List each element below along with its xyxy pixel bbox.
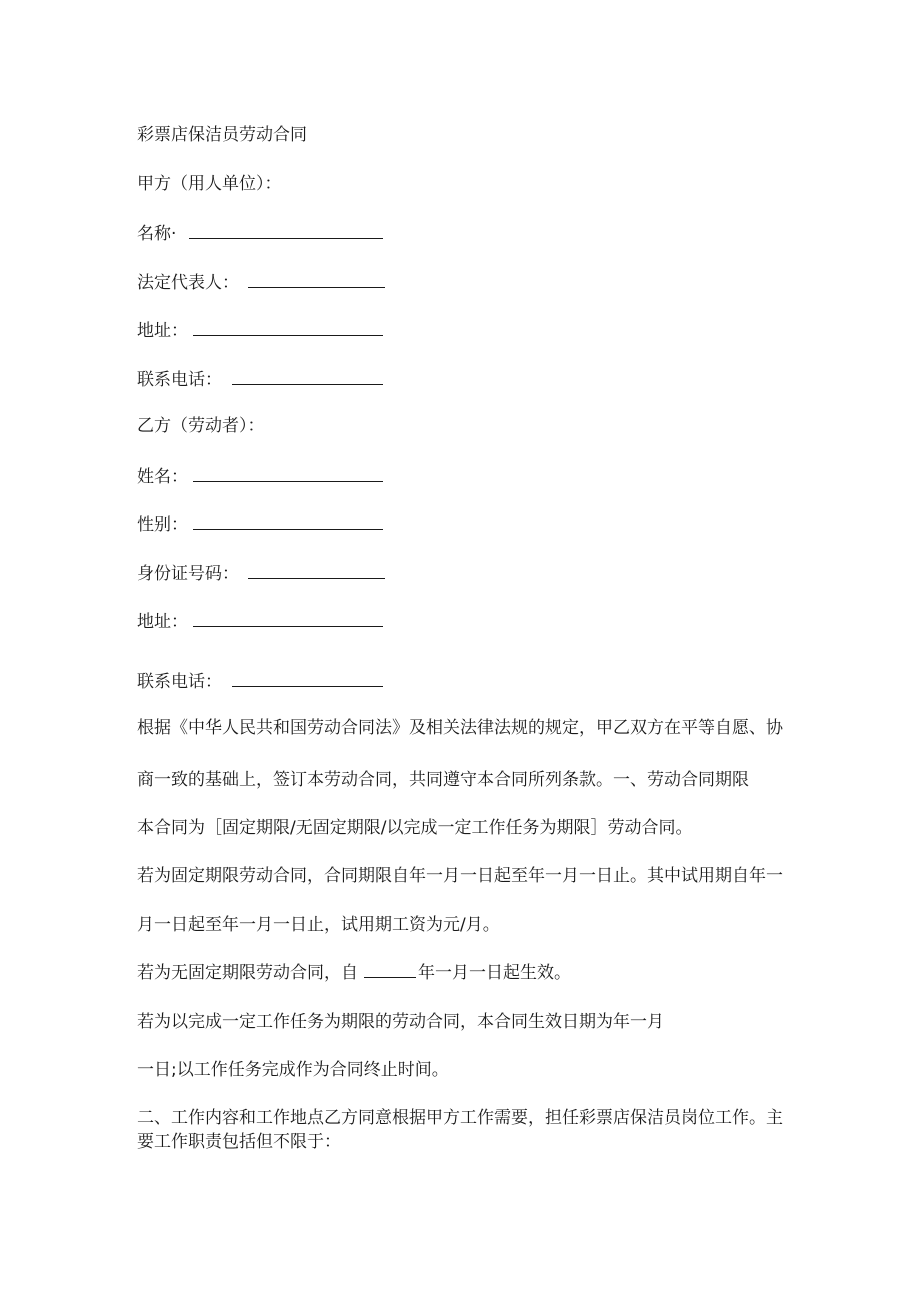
contract-type-clause: 本合同为［固定期限/无固定期限/以完成一定工作任务为期限］劳动合同。: [137, 818, 693, 838]
open-term-suffix: 年一月一日起生效。: [418, 963, 571, 983]
party-b-address-label: 地址：: [137, 612, 188, 632]
fixed-term-line-2: 月一日起至年一月一日止，试用期工资为元/月。: [137, 915, 500, 935]
party-b-id-label: 身份证号码：: [137, 564, 239, 584]
task-term-line-1: 若为以完成一定工作任务为期限的劳动合同，本合同生效日期为年一月: [137, 1012, 664, 1032]
open-term-clause: [137, 961, 571, 985]
party-b-name-label: 姓名：: [137, 467, 188, 487]
party-b-address-blank: [193, 608, 383, 627]
party-b-phone-field: [137, 668, 383, 694]
intro-line-1: 根据《中华人民共和国劳动合同法》及相关法律法规的规定，甲乙双方在平等自愿、协: [137, 718, 783, 738]
party-b-id-blank: [248, 560, 385, 579]
task-term-line-2: 一日;以工作任务完成作为合同终止时间。: [137, 1060, 449, 1080]
party-a-rep-field: [137, 269, 385, 295]
fixed-term-line-1: 若为固定期限劳动合同，合同期限自年一月一日起至年一月一日止。其中试用期自年一: [137, 866, 783, 886]
party-a-phone-field: [137, 366, 383, 392]
intro-line-2: 商一致的基础上，签订本劳动合同，共同遵守本合同所列条款。一、劳动合同期限: [137, 770, 749, 790]
party-a-address-label: 地址：: [137, 321, 188, 341]
open-term-prefix: 若为无固定期限劳动合同，自: [137, 963, 358, 983]
party-a-address-field: [137, 317, 383, 343]
party-b-gender-field: [137, 511, 383, 537]
party-b-name-field: [137, 463, 383, 489]
party-b-address-field: [137, 608, 383, 634]
party-a-phone-blank: [232, 366, 383, 385]
party-a-rep-label: 法定代表人：: [137, 273, 239, 293]
party-b-gender-label: 性别：: [137, 515, 188, 535]
open-term-year-blank: [364, 961, 416, 978]
party-a-name-label: 名称·: [137, 224, 177, 244]
party-b-gender-blank: [193, 511, 383, 530]
party-b-phone-label: 联系电话：: [137, 672, 222, 692]
party-b-name-blank: [193, 463, 383, 482]
party-a-heading: 甲方（用人单位）：: [137, 174, 282, 194]
party-a-phone-label: 联系电话：: [137, 370, 222, 390]
section-2-paragraph: 二、工作内容和工作地点乙方同意根据甲方工作需要，担任彩票店保洁员岗位工作。主要工作职责包括但不限于：: [137, 1108, 783, 1152]
document-title: 彩票店保洁员劳动合同: [137, 125, 307, 145]
party-a-rep-blank: [248, 269, 385, 288]
party-a-address-blank: [193, 317, 383, 336]
party-a-name-blank: [189, 220, 383, 239]
party-a-name-field: [137, 220, 383, 246]
party-b-id-field: [137, 560, 385, 586]
party-b-heading: 乙方（劳动者）：: [137, 416, 265, 436]
party-b-phone-blank: [232, 668, 383, 687]
